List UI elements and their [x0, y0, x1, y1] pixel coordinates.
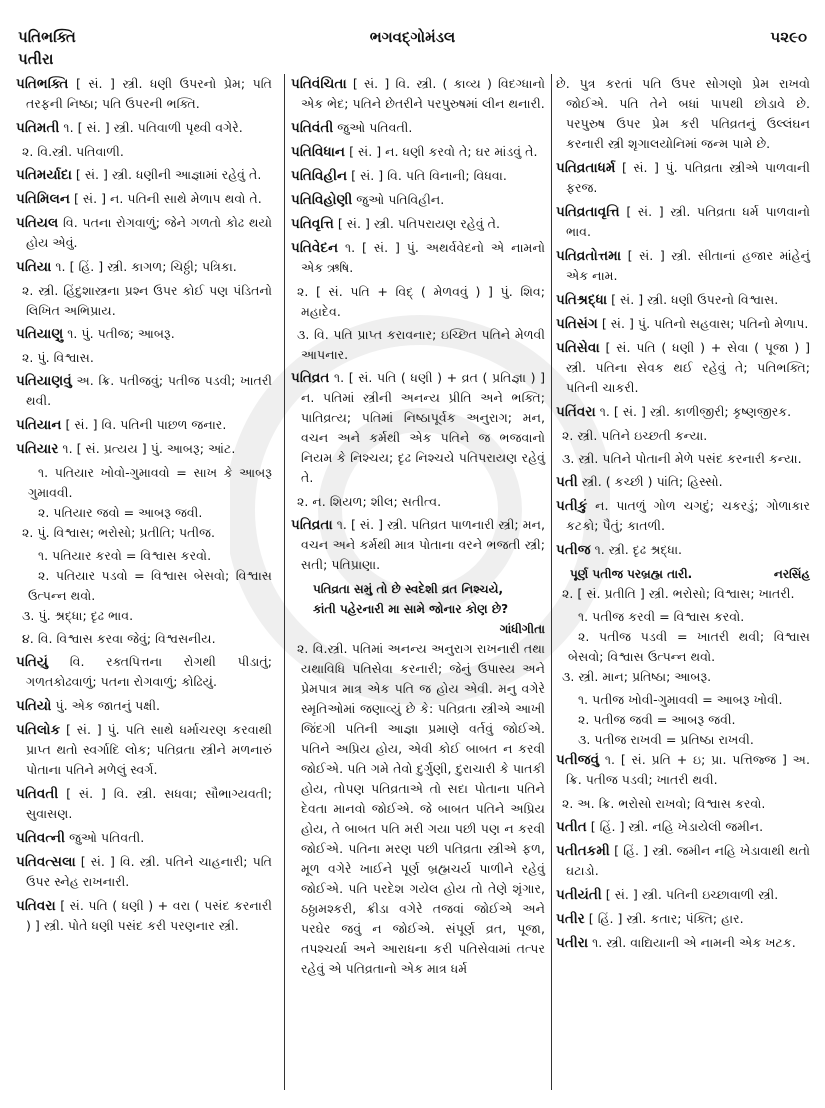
headword: પતિવ્રતાધર્મ	[556, 160, 616, 176]
sense-definition: ૩. વિ. પતિ પ્રાપ્ત કરાવનાર; ઇચ્છિત પતિને મેળવી આપનાર.	[297, 327, 545, 362]
definition: ૧. [ સં. ] સ્ત્રી. પતિવાળી પૃથ્વી વગેરે.	[63, 120, 243, 135]
headword: પતિયલ	[16, 215, 59, 231]
headword: પતિશ્રદ્ધા	[556, 292, 608, 308]
dictionary-entry	[556, 402, 810, 422]
dictionary-entry	[556, 885, 810, 905]
definition-continued: છે. પુત્ર કરતાં પતિ ઉપર સોગણો પ્રેમ રાખવો જોઈએ. પતિ તેને બધાં પાપથી છોડાવે છે. પરપુરુષ ઉપર પ્રેમ કરી પતિવ્રતનું ઉલ્લંઘન કરનારી સ્ત્રી શૃગાલયોનિમાં જન્મ પામે છે.	[556, 76, 810, 151]
definition: જુઓ પતિવતી.	[337, 120, 413, 135]
page-title: ભગવદ્ગોમંડલ	[369, 28, 456, 46]
definition: ૧. [ સં. ] પું. અથર્વવેદનો એ નામનો એક ઋષિ.	[301, 240, 545, 275]
definition: [ હિં. ] સ્ત્રી. નહિ ખેડાયેલી જમીન.	[590, 819, 764, 834]
definition: [ હિં. ] સ્ત્રી. કતાર; પંક્તિ; હાર.	[588, 911, 744, 926]
dictionary-entry	[16, 696, 272, 716]
sense-definition: ૨. [ સં. પ્રતીતિ ] સ્ત્રી. ભરોસો; વિશ્વાસ; ખાતરી.	[562, 586, 795, 601]
dictionary-entry	[291, 238, 545, 278]
dictionary-entry	[556, 202, 810, 242]
definition: [ સં. ] ન. પતિની સાથે મેળાપ થવો તે.	[74, 191, 262, 206]
headword: પતિયાણવું	[16, 373, 72, 389]
sense-definition: ૩. સ્ત્રી. પતિને પોતાની મેળે પસંદ કરનારી કન્યા.	[562, 451, 802, 466]
sense-definition: ૨. ન. શિયળ; શીલ; સતીત્વ.	[297, 494, 442, 509]
dictionary-entry	[291, 74, 545, 114]
dictionary-entry	[556, 750, 810, 790]
column-2	[284, 74, 552, 1090]
dictionary-entry	[556, 909, 810, 929]
definition: વિ. પતના રોગવાળું; જેને ગળતો કોઢ થયો હોય એવું.	[26, 215, 272, 250]
definition: [ સં. ] સ્ત્રી. ધણીની આજ્ઞામાં રહેવું તે.	[75, 167, 262, 182]
quote-source: ગાંધીગીતા	[499, 622, 545, 636]
sense-definition: ૨. પું. વિશ્વાસ.	[22, 350, 94, 365]
headword: પતિયા	[16, 259, 52, 275]
definition: ૧. [ સં. ] સ્ત્રી. કાળીજીરી; કૃષ્ણજીરક.	[599, 404, 792, 419]
headword: પતિવતી	[16, 786, 59, 802]
dictionary-entry	[16, 257, 272, 277]
headword: પતિસેવા	[556, 340, 600, 356]
dictionary-entry	[556, 841, 810, 881]
dictionary-entry	[16, 439, 272, 459]
dictionary-entry	[291, 368, 545, 488]
definition: [ સં. ] સ્ત્રી. પતિપરાયણ રહેવું તે.	[337, 216, 501, 231]
definition: ૧. [ સં. પ્રતિ + ઇ; પ્રા. પત્તિજ્જ ] અ. ક્રિ. પતીજ પડવી; ખાતરી થવી.	[566, 752, 810, 787]
sense-definition: ૨. વિ.સ્ત્રી. પતિમાં અનન્ય અનુરાગ રાખનારી તથા યથાવિધિ પતિસેવા કરનારી; જેનું ઉપાસ્ય અને પ્રેમપાત્ર માત્ર એક પતિ જ હોય એવી. મનુ વગેરે સ્મૃતિઓમાં જણાવ્યું છે કે: પતિવ્રતા સ્ત્રીએ આખી જિંદગી પતિની આજ્ઞા પ્રમાણે વર્તવું જોઈએ. પતિને અપ્રિય હોય, એવી કોઈ બાબત ન કરવી જોઈએ. પતિ ગમે તેવો દુર્ગુણી, દુરાચારી કે પાતકી હોય, તોપણ પતિવ્રતાએ તો સદા પોતાના પતિને દેવતા માનવો જોઈએ. જે બાબત પતિને અપ્રિય હોય, તે બાબત પતિ મરી ગયા પછી પણ ન કરવી જોઈએ. પતિના મરણ પછી પતિવ્રતા સ્ત્રીએ ફળ, મૂળ વગેરે ખાઈને પૂર્ણ બ્રહ્મચર્ય પાળીને રહેવું જોઈએ. પતિ પરદેશ ગયેલ હોય તો તેણે શૃંગાર, ઠઠ્ઠામશ્કરી, ક્રીડા વગેરે તજવાં જોઈએ અને પરઘેર જવું ન જોઈએ. સંપૂર્ણ વ્રત, પૂજા, તપશ્ચર્યા અને આરાધના કરી પતિસેવામાં તત્પર રહેવું એ પતિવ્રતાનો એક માત્ર ધર્મ	[297, 641, 545, 976]
dictionary-entry	[291, 142, 545, 162]
definition: જુઓ પતિવતી.	[69, 830, 145, 845]
headword: પતીયંતી	[556, 887, 602, 903]
definition: [ સં. ] પું. પતિનો સહવાસ; પતિનો મેળાપ.	[601, 316, 809, 331]
dictionary-entry	[16, 896, 272, 936]
sense-definition: ૩. પું. શ્રદ્ધા; દૃઢ ભાવ.	[22, 608, 134, 623]
dictionary-entry	[16, 324, 272, 344]
headword: પતિવૃત્તિ	[291, 216, 334, 232]
column-1	[16, 74, 272, 1090]
headword: પતિવંતી	[291, 120, 334, 136]
headword: પતીજવું	[556, 752, 600, 768]
definition: [ સં. ] ન. ધણી કરવો તે; ઘર માંડવું તે.	[349, 144, 538, 159]
headword: પતીત	[556, 819, 587, 835]
headword: પતિવરા	[16, 898, 56, 914]
headword: પતિંવરા	[556, 404, 596, 420]
headword: પતિમિલન	[16, 191, 70, 207]
dictionary-entry	[291, 166, 545, 186]
headword: પતિયું	[16, 654, 49, 670]
definition: ૧. [ સં. પ્રત્યય ] પું. આબરૂ; આંટ.	[62, 441, 236, 456]
guide-word-first: પતિભક્તિ	[18, 28, 76, 46]
definition: [ સં. પતિ ( ધણી ) + વરા ( પસંદ કરનારી ) ] સ્ત્રી. પોતે ધણી પસંદ કરી પરણનાર સ્ત્રી.	[26, 898, 272, 933]
headword: પતિવત્સલા	[16, 854, 76, 870]
headword: પતિમતી	[16, 120, 60, 136]
definition: [ સં. ] પું. પતિવ્રતા સ્ત્રીએ પાળવાની ફરજ.	[566, 160, 810, 195]
headword: પતીજ	[556, 542, 591, 558]
definition: [ સં. ] વિ. સ્ત્રી. પતિને ચાહનારી; પતિ ઉપર સ્નેહ રાખનારી.	[26, 854, 272, 889]
idiom: ૧. પતીજ ખોવી-ગુમાવવી = આબરૂ ખોવી.	[578, 692, 783, 707]
dictionary-entry	[291, 214, 545, 234]
dictionary-entry	[16, 213, 272, 253]
dictionary-entry	[16, 74, 272, 114]
definition: [ સં. ] પું. પતિ સાથે ધર્માચરણ કરવાથી પ્રાપ્ત થતો સ્વર્ગાદિ લોક; પતિવ્રતા સ્ત્રીને મળનારું પોતાના પતિને મળેલું સ્વર્ગ.	[26, 722, 272, 777]
sense-definition: ૪. વિ. વિશ્વાસ કરવા જેવું; વિશ્વસનીય.	[22, 631, 216, 646]
headword: પતિભક્તિ	[16, 76, 69, 92]
sense-definition: ૨. પું. વિશ્વાસ; ભરોસો; પ્રતીતિ; પતીજ.	[22, 525, 216, 540]
dictionary-entry	[291, 515, 545, 575]
definition: પું. એક જાતનું પક્ષી.	[55, 698, 161, 713]
guide-word-last: પતીરા	[18, 50, 54, 68]
page-number: ૫૨૯૦	[770, 28, 807, 46]
dictionary-entry	[556, 540, 810, 560]
definition: [ સં. ] વિ. પતિ વિનાની; વિધવા.	[351, 168, 507, 183]
sense-definition: ૨. અ. ક્રિ. ભરોસો રાખવો; વિશ્વાસ કરવો.	[562, 796, 766, 811]
definition: [ સં. ] સ્ત્રી. પતિની ઇચ્છાવાળી સ્ત્રી.	[605, 887, 779, 902]
definition: ૧. [ સં. પતિ ( ધણી ) + વ્રત ( પ્રતિજ્ઞા ) ] ન. પતિમાં સ્ત્રીની અનન્ય પ્રીતિ અને ભક્તિ; પાતિવ્રત્ય; પતિમાં નિષ્ઠાપૂર્વક અનુરાગ; મન, વચન અને કર્મથી એક પતિને જ ભજવાનો નિયમ કે નિશ્ચય; દૃઢ નિશ્ચયે પતિપરાયણ રહેવું તે.	[301, 370, 545, 485]
sense-definition: ૩. સ્ત્રી. માન; પ્રતિષ્ઠા; આબરૂ.	[562, 669, 712, 684]
dictionary-entry	[16, 720, 272, 780]
definition: [ સં. ] સ્ત્રી. ધણી ઉપરનો વિશ્વાસ.	[611, 292, 779, 307]
definition: [ સં. પતિ ( ધણી ) + સેવા ( પૂજા ) ] સ્ત્રી. પતિના સેવક થઈ રહેવું તે; પતિભક્તિ; પતિની ચાકરી.	[566, 340, 810, 395]
headword: પતીતકમી	[556, 843, 610, 859]
dictionary-entry	[556, 314, 810, 334]
definition: [ સં. ] વિ. પતિની પાછળ જનાર.	[65, 417, 227, 432]
definition: ૧. સ્ત્રી. વાદ્યિયાની એ નામની એક ખટક.	[592, 935, 796, 950]
definition: સ્ત્રી. ( કચ્છી ) પાંતિ; હિસ્સો.	[581, 474, 723, 489]
idiom: ૧. પતિયાર ખોવો-ગુમાવવો = સાખ કે આબરૂ ગુમાવવી.	[28, 465, 272, 500]
idiom: ૨. પતિયાર પડવો = વિશ્વાસ બેસવો; વિશ્વાસ ઉત્પન્ન થવો.	[28, 568, 272, 603]
headword: પતિયાન	[16, 417, 62, 433]
dictionary-entry	[16, 828, 272, 848]
idiom: ૧. પતિયાર કરવો = વિશ્વાસ કરવો.	[38, 548, 212, 563]
headword: પતિમર્યાદા	[16, 167, 72, 183]
dictionary-entry	[556, 933, 810, 953]
sense-definition: ૨. [ સં. પતિ + વિદ્ ( મેળવવું ) ] પું. શિવ; મહાદેવ.	[297, 284, 545, 319]
definition: અ. ક્રિ. પતીજવું; પતીજ પડવી; ખાતરી થવી.	[26, 373, 273, 408]
dictionary-entry	[16, 652, 272, 692]
dictionary-entry	[291, 190, 545, 210]
dictionary-entry	[556, 472, 810, 492]
dictionary-entry	[16, 852, 272, 892]
dictionary-entry	[556, 817, 810, 837]
definition: [ સં. ] સ્ત્રી. પતિવ્રતા ધર્મ પાળવાનો ભાવ.	[566, 204, 810, 239]
headword: પતિયો	[16, 698, 52, 714]
headword: પતીકું	[556, 498, 588, 514]
dictionary-entry	[16, 415, 272, 435]
headword: પતિયાર	[16, 441, 59, 457]
definition: ૧. [ હિં. ] સ્ત્રી. કાગળ; ચિઠ્ઠી; પત્રિકા.	[55, 259, 237, 274]
idiom: ૧. પતીજ કરવી = વિશ્વાસ કરવો.	[578, 609, 745, 624]
dictionary-entry	[556, 290, 810, 310]
dictionary-entry	[16, 784, 272, 824]
dictionary-entry	[556, 246, 810, 286]
definition: [ હિં. ] સ્ત્રી. જમીન નહિ ખેડાવાથી થતો ઘટાડો.	[566, 843, 810, 878]
definition: વિ. રક્તપિત્તના રોગથી પીડાતું; ગળતકોઢવાળું; પતના રોગવાળું; કોઢિયું.	[26, 654, 272, 689]
headword: પતિવ્રતા	[291, 517, 333, 533]
quote-text: કાંતી પહેરનારી મા સામે જોનાર કોણ છે?	[313, 602, 509, 616]
definition: ૧. [ સં. ] સ્ત્રી. પતિવ્રત પાળનારી સ્ત્રી; મન, વચન અને કર્મથી માત્ર પોતાના વરને ભજતી સ્ત્રી; સતી; પતિપ્રાણા.	[301, 517, 545, 572]
headword: પતીરા	[556, 935, 589, 951]
sense-definition: ૨. સ્ત્રી. પતિને ઇચ્છતી કન્યા.	[562, 428, 708, 443]
headword: પતિવિહીન	[291, 168, 348, 184]
quote-text: પૂર્ણ પતીજ પરબ્રહ્મ તારી.	[570, 567, 693, 581]
dictionary-entry	[556, 496, 810, 536]
headword: પતિયાણુ	[16, 326, 64, 342]
headword: પતીર	[556, 911, 585, 927]
definition: ન. પાતળું ગોળ ચગદું; ચકરડું; ગોળાકાર કટકો; પૈતું; કાતળી.	[566, 498, 810, 533]
headword: પતિવ્રત	[291, 370, 330, 386]
idiom: ૨. પતીજ પડવી = ખાતરી થવી; વિશ્વાસ બેસવો; વિશ્વાસ ઉત્પન્ન થવો.	[568, 629, 810, 664]
definition: જુઓ પતિવિહીન.	[356, 192, 445, 207]
dictionary-entry	[16, 118, 272, 138]
definition: [ સં. ] સ્ત્રી. સીતાનાં હજાર માંહેનું એક નામ.	[566, 248, 810, 283]
definition: ૧. પું. પતીજ; આબરૂ.	[67, 326, 175, 341]
quote-source: નરસિંહ	[773, 567, 810, 581]
dictionary-entry	[291, 118, 545, 138]
headword: પતિસંગ	[556, 316, 598, 332]
sense-definition: ૨. વિ.સ્ત્રી. પતિવાળી.	[22, 144, 124, 159]
headword: પતિલોક	[16, 722, 61, 738]
definition: [ સં. ] વિ. સ્ત્રી. ( કાવ્ય ) વિદગ્ધાનો એક ભેદ; પતિને છેતરીને પરપુરુષમાં લીન થનારી.	[301, 76, 545, 111]
dictionary-entry	[16, 189, 272, 209]
dictionary-entry	[16, 165, 272, 185]
headword: પતિવેદન	[291, 240, 339, 256]
headword: પતી	[556, 474, 578, 490]
column-3	[556, 74, 810, 1090]
dictionary-entry	[16, 371, 272, 411]
headword: પતિવત્ની	[16, 830, 66, 846]
dictionary-entry	[556, 158, 810, 198]
definition: [ સં. ] વિ. સ્ત્રી. સધવા; સૌભાગ્યવતી; સુવાસણ.	[26, 786, 272, 821]
headword: પતિવ્રતોત્તમા	[556, 248, 622, 264]
sense-definition: ૨. સ્ત્રી. હિંદુશાસ્ત્રના પ્રશ્ન ઉપર કોઈ પણ પંડિતનો લિખિત અભિપ્રાય.	[22, 283, 272, 318]
dictionary-entry	[556, 338, 810, 398]
idiom: ૨. પતીજ જવી = આબરૂ જવી.	[578, 712, 736, 727]
headword: પતિવ્રતાવૃત્તિ	[556, 204, 620, 220]
definition: ૧. સ્ત્રી. દૃઢ શ્રદ્ધા.	[594, 542, 683, 557]
idiom: ૩. પતીજ રાખવી = પ્રતિષ્ઠા રાખવી.	[578, 732, 754, 747]
quotation	[556, 564, 810, 584]
headword: પતિવિધાન	[291, 144, 346, 160]
headword: પતિવંચિતા	[291, 76, 347, 92]
headword: પતિવિહોણી	[291, 192, 353, 208]
definition: [ સં. ] સ્ત્રી. ધણી ઉપરનો પ્રેમ; પતિ તરફની નિષ્ઠા; પતિ ઉપરની ભક્તિ.	[26, 76, 272, 111]
quote-text: પતિવ્રતા સમું તો છે સ્વદેશી વ્રત નિશ્ચયે,	[313, 582, 504, 596]
idiom: ૨. પતિયાર જવો = આબરૂ જવી.	[38, 505, 203, 520]
